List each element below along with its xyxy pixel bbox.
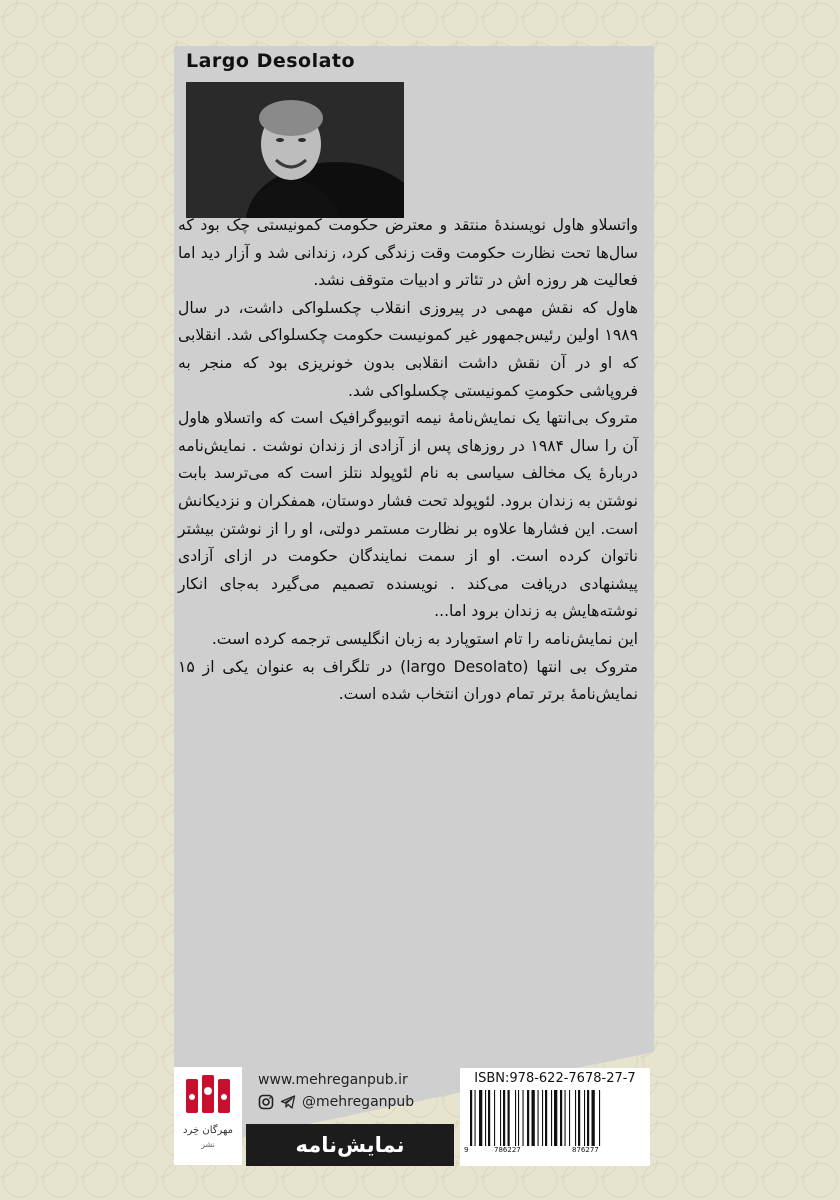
barcode-bar: [538, 1090, 539, 1146]
barcode-bar: [500, 1090, 501, 1146]
author-photo: [186, 82, 404, 218]
barcode-bar: [569, 1090, 570, 1146]
barcode-bar: [515, 1090, 516, 1146]
paragraph-1: واتسلاو هاول نویسندهٔ منتقد و معترض حکومت کمونیستی چک بود که سال‌ها تحت نظارت حکومت وقت زندگی کرد، زندانی شد و آزار دید اما فعالیت هر روزه اش در تئاتر و ادبیات متوقف نشد.: [178, 216, 638, 290]
barcode-bar: [479, 1090, 482, 1146]
barcode-bar: [584, 1090, 585, 1146]
isbn-label: ISBN:978-622-7678-27-7: [474, 1071, 636, 1086]
barcode-bar: [532, 1090, 535, 1146]
telegram-icon[interactable]: [280, 1094, 296, 1110]
barcode-bar: [475, 1090, 476, 1146]
publisher-logo-mark: [174, 1067, 242, 1165]
barcode-bar: [488, 1090, 490, 1146]
barcode-bar: [575, 1090, 576, 1146]
paragraph-2: هاول که نقش مهمی در پیروزی انقلاب چکسلواکی داشت، در سال ۱۹۸۹ اولین رئیس‌جمهور غیر کمونیست حکومت چکسلواکی شد. انقلابی که او در آن نقش داشت انقلابی بدون خونریزی بود که منجر به فروپاشی حکومتِ کمونیستی چکسلواکی شد.: [178, 298, 638, 400]
logo-subtext: نشر: [201, 1140, 215, 1149]
barcode-bar: [518, 1090, 519, 1146]
barcode-bar: [470, 1090, 472, 1146]
back-cover-text: [178, 212, 638, 709]
logo-text: مهرگان خِرد: [183, 1125, 233, 1136]
publisher-social: [258, 1094, 414, 1110]
paragraph-3: متروک بی‌انتها یک نمایش‌نامهٔ نیمه اتوبیوگرافیک است که واتسلاو هاول آن را سال ۱۹۸۴ در روزهای پس از آزادی از زندان نوشت . نمایش‌نامه دربارهٔ یک مخالف سیاسی به نام لئوپولد نتلز است که می‌ترسد بابت نوشتن به زندان برود. لئوپولد تحت فشار دوستان، همفکران و نزدیکانش است. این فشارها علاوه بر نظارت مستمر دولتی، او را از نوشتن بیشتر ناتوان کرده است. او از سمت نمایندگان حکومت در ازای آزادی پیشنهادی دریافت می‌کند . نویسنده تصمیم می‌گیرد به‌جای انکار نوشته‌هایش به زندان برود اما...: [178, 409, 638, 621]
book-title: Largo Desolato: [186, 50, 356, 72]
genre-label: نمایش‌نامه: [246, 1124, 454, 1166]
publisher-website[interactable]: www.mehreganpub.ir: [258, 1072, 408, 1088]
barcode-bar: [599, 1090, 600, 1146]
paragraph-4: این نمایش‌نامه را تام استوپارد به زبان انگلیسی ترجمه کرده است.: [211, 629, 638, 648]
barcode-bar: [503, 1090, 505, 1146]
barcode-digit-left: 9: [464, 1146, 469, 1154]
barcode-bar: [565, 1090, 566, 1146]
barcode-bars: [470, 1090, 640, 1146]
barcode-bar: [551, 1090, 552, 1146]
barcode-bar: [545, 1090, 547, 1146]
author-portrait-image: [186, 82, 404, 218]
barcode-bar: [523, 1090, 524, 1146]
barcode-bar: [485, 1090, 486, 1146]
barcode-bar: [527, 1090, 529, 1146]
barcode-digits-right: 876277: [572, 1146, 599, 1154]
social-handle[interactable]: @mehreganpub: [302, 1094, 415, 1110]
barcode: [460, 1068, 650, 1166]
barcode-digits-mid: 786227: [494, 1146, 521, 1154]
instagram-icon[interactable]: [258, 1094, 274, 1110]
barcode-bar: [508, 1090, 510, 1146]
barcode-bar: [578, 1090, 580, 1146]
barcode-bar: [554, 1090, 557, 1146]
barcode-bar: [587, 1090, 589, 1146]
barcode-bar: [494, 1090, 495, 1146]
paragraph-5: متروک بی انتها (largo Desolato) در تلگراف به عنوان یکی از ۱۵ نمایش‌نامهٔ برتر تمام دوران انتخاب شده است.: [178, 657, 638, 704]
barcode-bar: [560, 1090, 562, 1146]
barcode-bar: [542, 1090, 543, 1146]
publisher-logo: [174, 1067, 242, 1165]
barcode-bar: [592, 1090, 595, 1146]
